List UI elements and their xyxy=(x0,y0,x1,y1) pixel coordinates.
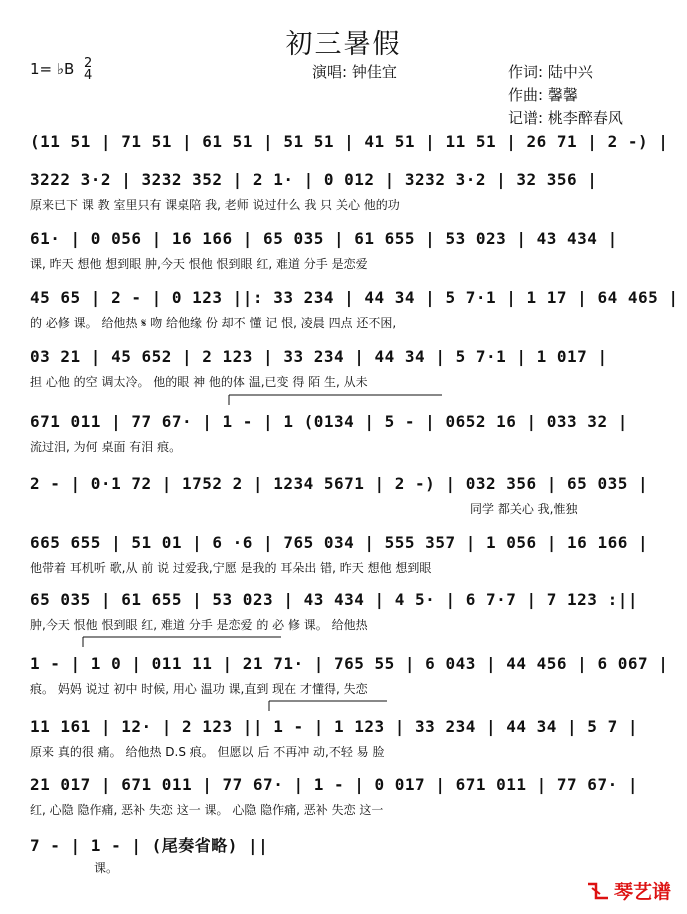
piano-logo-icon xyxy=(586,880,610,902)
score-row: 7 - | 1 - | (尾奏省略) || xyxy=(30,836,269,855)
score-row: 671 011 | 77 67· | 1 - | 1 (0134 | 5 - | 0652 16 | 033 32 | xyxy=(30,412,628,431)
time-signature-bottom: 4 xyxy=(84,68,93,83)
score-row: 03 21 | 45 652 | 2 123 | 33 234 | 44 34 | 5 7·1 | 1 017 | xyxy=(30,347,608,366)
lyric-row: 他带着 耳机听 歌,从 前 说 过爱我,宁愿 是我的 耳朵出 错, 昨天 想他 想到眼 xyxy=(30,561,432,575)
time-signature xyxy=(84,58,92,82)
lyric-row: 的 必修 课。 给他热 𝄋 吻 给他缘 份 却不 懂 记 恨, 凌晨 四点 还不困, xyxy=(30,316,397,330)
score-row: 2 - | 0·1 72 | 1752 2 | 1234 5671 | 2 -) | 032 356 | 65 035 | xyxy=(30,474,649,493)
lyric-row: 课。 xyxy=(94,861,119,875)
score-row: 665 655 | 51 01 | 6 ·6 | 765 034 | 555 357 | 1 056 | 16 166 | xyxy=(30,533,649,552)
composer-credit: 作曲: 馨馨 xyxy=(508,86,578,104)
lyricist-credit: 作词: 陆中兴 xyxy=(508,63,593,81)
volta-bracket-1 xyxy=(228,392,443,406)
score-row: 45 65 | 2 - | 0 123 ||: 33 234 | 44 34 | 5 7·1 | 1 17 | 64 465 | xyxy=(30,288,679,307)
score-row: 65 035 | 61 655 | 53 023 | 43 434 | 4 5· | 6 7·7 | 7 123 :|| xyxy=(30,590,638,609)
singer-credit: 演唱: 钟佳宜 xyxy=(312,63,397,81)
volta-bracket-2 xyxy=(82,634,282,648)
key-signature: 1= ♭B xyxy=(30,60,75,78)
score-row: 61· | 0 056 | 16 166 | 65 035 | 61 655 | 53 023 | 43 434 | xyxy=(30,229,618,248)
lyric-row: 痕。 妈妈 说过 初中 时候, 用心 温功 课,直到 现在 才懂得, 失恋 xyxy=(30,682,368,696)
lyric-row: 课, 昨天 想他 想到眼 肿,今天 恨他 恨到眼 红, 难道 分手 是恋爱 xyxy=(30,257,368,271)
page-title: 初三暑假 xyxy=(285,29,402,60)
volta-bracket-3 xyxy=(268,698,388,712)
score-row: 1 - | 1 0 | 011 11 | 21 71· | 765 55 | 6 043 | 44 456 | 6 067 | xyxy=(30,654,669,673)
score-row: 11 161 | 12· | 2 123 || 1 - | 1 123 | 33 234 | 44 34 | 5 7 | xyxy=(30,717,638,736)
transcriber-credit: 记谱: 桃李醉春风 xyxy=(508,109,623,127)
lyric-row: 红, 心隐 隐作痛, 恶补 失恋 这一 课。 心隐 隐作痛, 恶补 失恋 这一 xyxy=(30,803,384,817)
watermark xyxy=(586,877,671,904)
lyric-row: 同学 都关心 我,惟独 xyxy=(470,502,578,516)
time-signature-top: 2 xyxy=(84,56,93,71)
lyric-row: 原来 真的很 痛。 给他热 D.S 痕。 但愿以 后 不再冲 动,不轻 易 脸 xyxy=(30,745,385,759)
watermark-text: 琴艺谱 xyxy=(613,881,671,903)
lyric-row: 肿,今天 恨他 恨到眼 红, 难道 分手 是恋爱 的 必 修 课。 给他热 xyxy=(30,618,368,632)
lyric-row: 原来已下 课 教 室里只有 课桌陪 我, 老师 说过什么 我 只 关心 他的功 xyxy=(30,198,400,212)
score-row: 21 017 | 671 011 | 77 67· | 1 - | 0 017 | 671 011 | 77 67· | xyxy=(30,775,638,794)
lyric-row: 担 心他 的空 调太冷。 他的眼 神 他的体 温,已变 得 陌 生, 从未 xyxy=(30,375,368,389)
score-row: 3222 3·2 | 3232 352 | 2 1· | 0 012 | 3232 3·2 | 32 356 | xyxy=(30,170,598,189)
score-row: (11 51 | 71 51 | 61 51 | 51 51 | 41 51 | 11 51 | 26 71 | 2 -) | xyxy=(30,132,669,151)
lyric-row: 流过泪, 为何 桌面 有泪 痕。 xyxy=(30,440,182,454)
